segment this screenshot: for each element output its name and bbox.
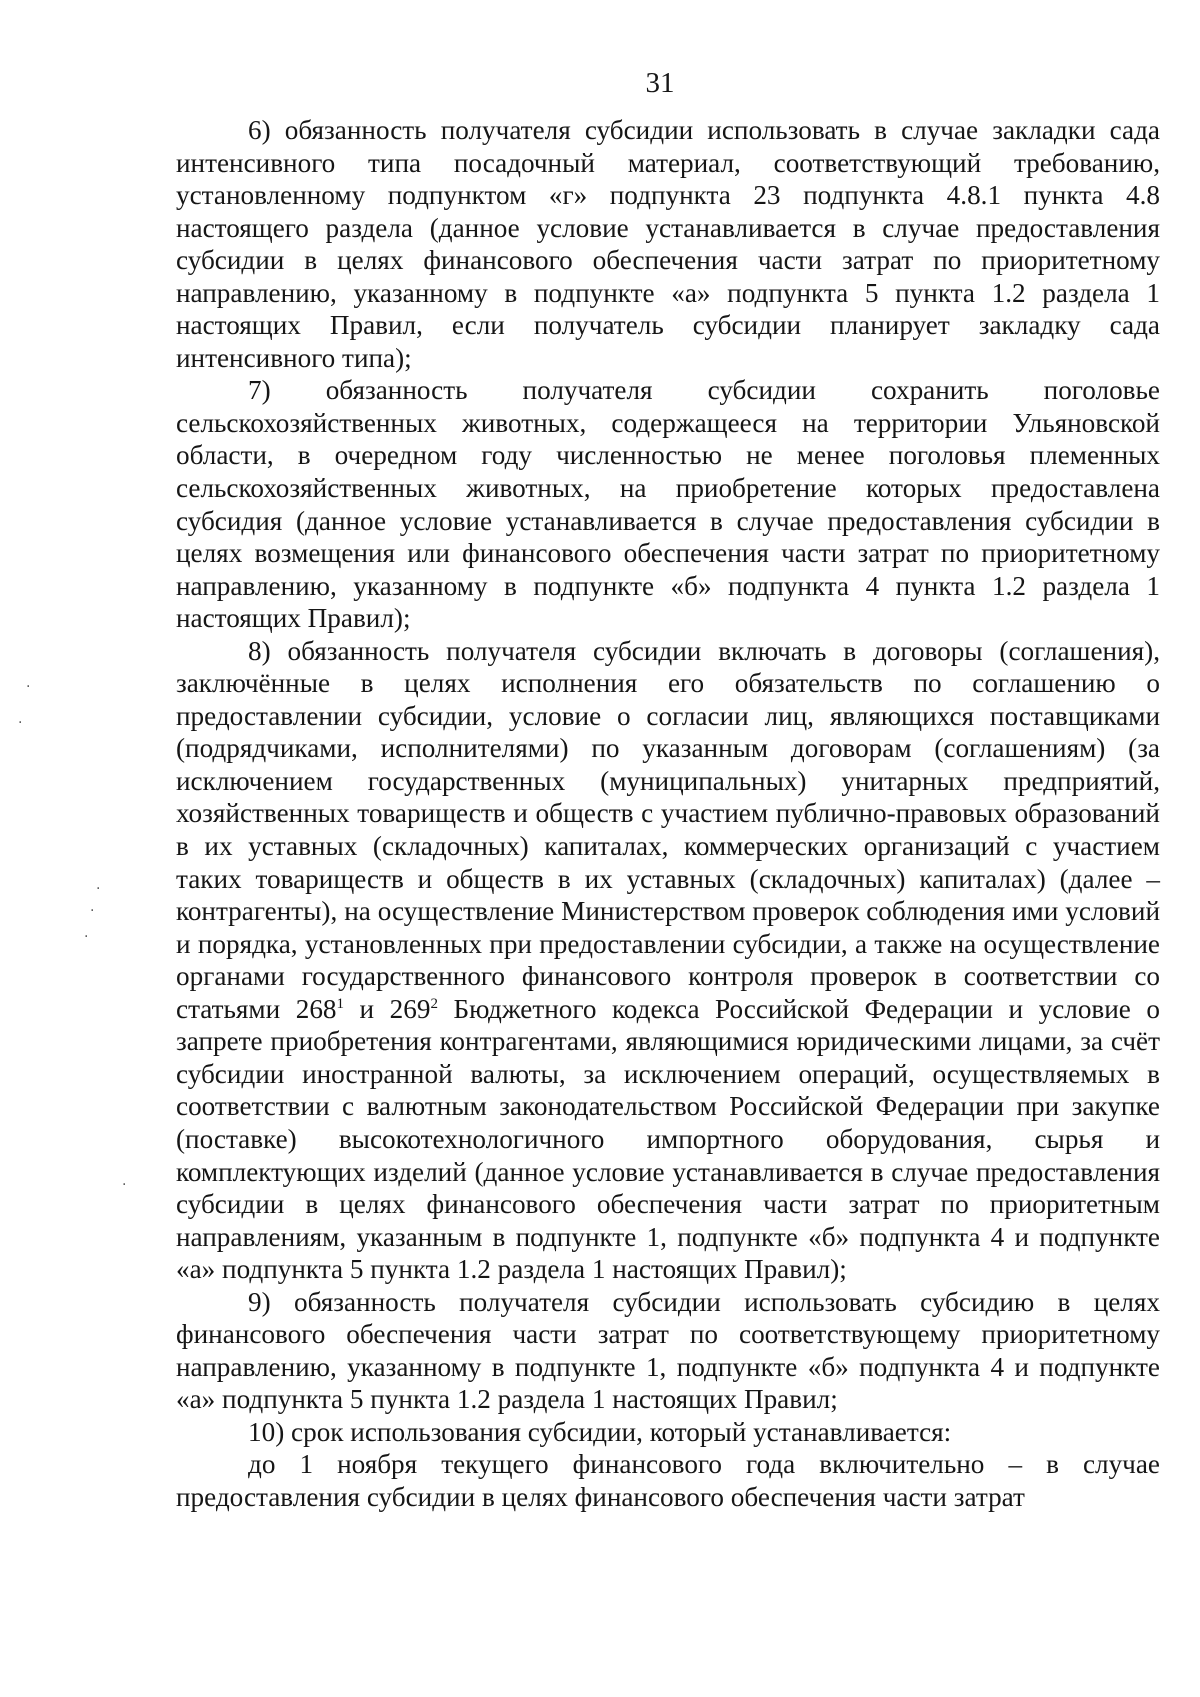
paragraph-item-8-part-3: Бюджетного кодекса Российской Федерации и условие о запрете приобретения контрагентами, являющимися юридическими лицами, за счёт субсидии иностранной валюты, за исключением операций, осуществляемых в соответствии с валютным законодательством Российской Федерации при закупке (поставке) высокотехнологичного импортного оборудования, сырья и комплектующих изделий (данное условие устанавливается в случае предоставления субсидии в целях финансового обеспечения части затрат по приоритетным направлениям, указанным в подпункте 1, подпункте «б» подпункта 4 и подпункте «а» подпункта 5 пункта 1.2 раздела 1 настоящих Правил);: [176, 993, 1161, 1285]
paragraph-item-9: 9) обязанность получателя субсидии использовать субсидию в целях финансового обеспечения части затрат по соответствующему приоритетному направлению, указанному в подпункте 1, подпункте «б» подпункта 4 и подпункте «а» подпункта 5 пункта 1.2 раздела 1 настоящих Правил;: [176, 1286, 1160, 1415]
page-number: 31: [645, 67, 675, 99]
paragraph-item-10: 10) срок использования субсидии, который устанавливается:: [248, 1416, 952, 1447]
scan-artifact-mark: ·: [90, 903, 95, 919]
paragraph-item-8-part-2: и 269: [344, 993, 431, 1024]
paragraph-item-7: 7) обязанность получателя субсидии сохранить поголовье сельскохозяйственных животных, содержащееся на территории Ульяновской области, в очередном году численностью не менее поголовья племенных сельскохозяйственных животных, на приобретение которых предоставлена субсидия (данное условие устанавливается в случае предоставления субсидии в целях возмещения или финансового обеспечения части затрат по приоритетному направлению, указанному в подпункте «б» подпункта 4 пункта 1.2 раздела 1 настоящих Правил);: [176, 375, 1160, 634]
scan-artifact-mark: ·: [18, 715, 23, 731]
paragraph-item-6: 6) обязанность получателя субсидии использовать в случае закладки сада интенсивного типа посадочный материал, соответствующий требованию, установленному подпунктом «г» подпункта 23 подпункта 4.8.1 пункта 4.8 настоящего раздела (данное условие устанавливается в случае предоставления субсидии в целях финансового обеспечения части затрат по приоритетному направлению, указанному в подпункте «а» подпункта 5 пункта 1.2 раздела 1 настоящих Правил, если получатель субсидии планирует закладку сада интенсивного типа);: [176, 115, 1160, 373]
scan-artifact-mark: ·: [122, 1177, 127, 1193]
paragraph-item-8: [176, 635, 1160, 1286]
superscript-article-268: 1: [336, 995, 345, 1012]
paragraph-item-8-part-1: 8) обязанность получателя субсидии включать в договоры (соглашения), заключённые в целях исполнения его обязательств по соглашению о предоставлении субсидии, условие о согласии лиц, являющихся поставщиками (подрядчиками, исполнителями) по указанным договорам (соглашениям) (за исключением государственных (муниципальных) унитарных предприятий, хозяйственных товариществ и обществ с участием публично-правовых образований в их уставных (складочных) капиталах, коммерческих организаций с участием таких товариществ и обществ в их уставных (складочных) капиталах) (далее – контрагенты), на осуществление Министерством проверок соблюдения ими условий и порядка, установленных при предоставлении субсидии, а также на осуществление органами государственного финансового контроля проверок в соответствии со статьями 268: [176, 635, 1160, 1024]
scan-artifact-mark: ·: [84, 929, 89, 945]
body-text: [176, 114, 1160, 1514]
scan-artifact-mark: ·: [96, 881, 101, 897]
paragraph-item-10-subclause: до 1 ноября текущего финансового года включительно – в случае предоставления субсидии в целях финансового обеспечения части затрат: [176, 1449, 1160, 1512]
scan-artifact-mark: ·: [26, 679, 31, 695]
superscript-article-269: 2: [430, 995, 438, 1012]
